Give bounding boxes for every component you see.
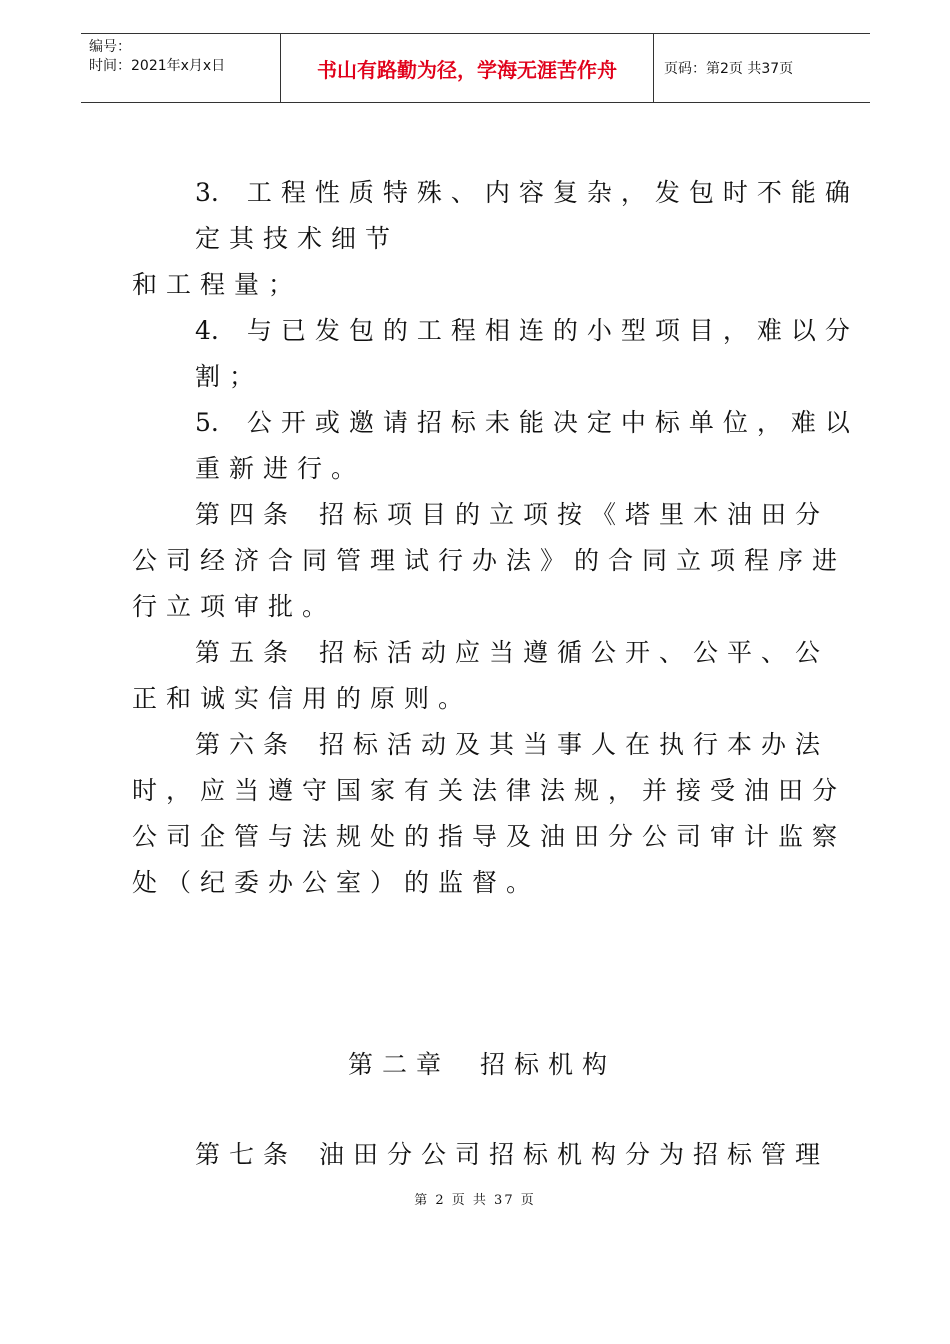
article-5-line-2: 正和诚实信用的原则。 bbox=[132, 684, 473, 713]
item-4-number: 4. bbox=[195, 316, 219, 345]
chapter-number: 第二章 bbox=[348, 1050, 451, 1079]
item-4-text: 与已发包的工程相连的小型项目，难以分 bbox=[246, 316, 859, 345]
item-5-line-2: 重新进行。 bbox=[195, 454, 366, 483]
article-4-line-3: 行立项审批。 bbox=[132, 592, 337, 621]
article-6-text: 招标活动及其当事人在执行本办法 bbox=[319, 730, 830, 759]
item-3-line-2: 定其技术细节 bbox=[195, 224, 400, 253]
article-7-text: 油田分公司招标机构分为招标管理 bbox=[319, 1140, 830, 1169]
item-5-number: 5. bbox=[195, 408, 219, 437]
article-4-line-2: 公司经济合同管理试行办法》的合同立项程序进 bbox=[132, 546, 847, 575]
article-4-line-1 bbox=[195, 500, 829, 530]
date-label: 时间：2021年x月x日 bbox=[89, 58, 226, 74]
serial-label: 编号： bbox=[89, 39, 131, 55]
article-6-line-3: 公司企管与法规处的指导及油田分公司审计监察 bbox=[132, 822, 847, 851]
article-7-title: 第七条 bbox=[195, 1140, 298, 1169]
article-6-line-1 bbox=[195, 730, 829, 760]
article-6-line-4: 处（纪委办公室）的监督。 bbox=[132, 868, 541, 897]
header-page-info: 页码：第2页 共37页 bbox=[664, 61, 794, 77]
item-3-number: 3. bbox=[195, 178, 219, 207]
page-header bbox=[81, 33, 870, 103]
article-5-text: 招标活动应当遵循公开、公平、公 bbox=[319, 638, 830, 667]
item-4-line-2: 割； bbox=[195, 362, 264, 391]
article-4-title: 第四条 bbox=[195, 500, 298, 529]
article-6-line-2: 时，应当遵守国家有关法律法规，并接受油田分 bbox=[132, 776, 847, 805]
item-5-text: 公开或邀请招标未能决定中标单位，难以 bbox=[246, 408, 859, 437]
article-4-text: 招标项目的立项按《塔里木油田分 bbox=[319, 500, 830, 529]
article-5-title: 第五条 bbox=[195, 638, 298, 667]
item-4-line-1 bbox=[195, 316, 859, 346]
item-3-line-1 bbox=[195, 178, 859, 208]
item-3-line-3: 和工程量； bbox=[132, 270, 303, 299]
chapter-heading bbox=[348, 1050, 616, 1080]
article-7-line-1 bbox=[195, 1140, 829, 1170]
header-motto: 书山有路勤为径，学海无涯苦作舟 bbox=[281, 34, 654, 102]
article-6-title: 第六条 bbox=[195, 730, 298, 759]
article-5-line-1 bbox=[195, 638, 829, 668]
page-footer: 第 2 页 共 37 页 bbox=[414, 1193, 536, 1208]
item-5-line-1 bbox=[195, 408, 859, 438]
chapter-title: 招标机构 bbox=[480, 1050, 617, 1079]
item-3-text: 工程性质特殊、内容复杂，发包时不能确 bbox=[246, 178, 859, 207]
header-meta bbox=[81, 34, 281, 102]
